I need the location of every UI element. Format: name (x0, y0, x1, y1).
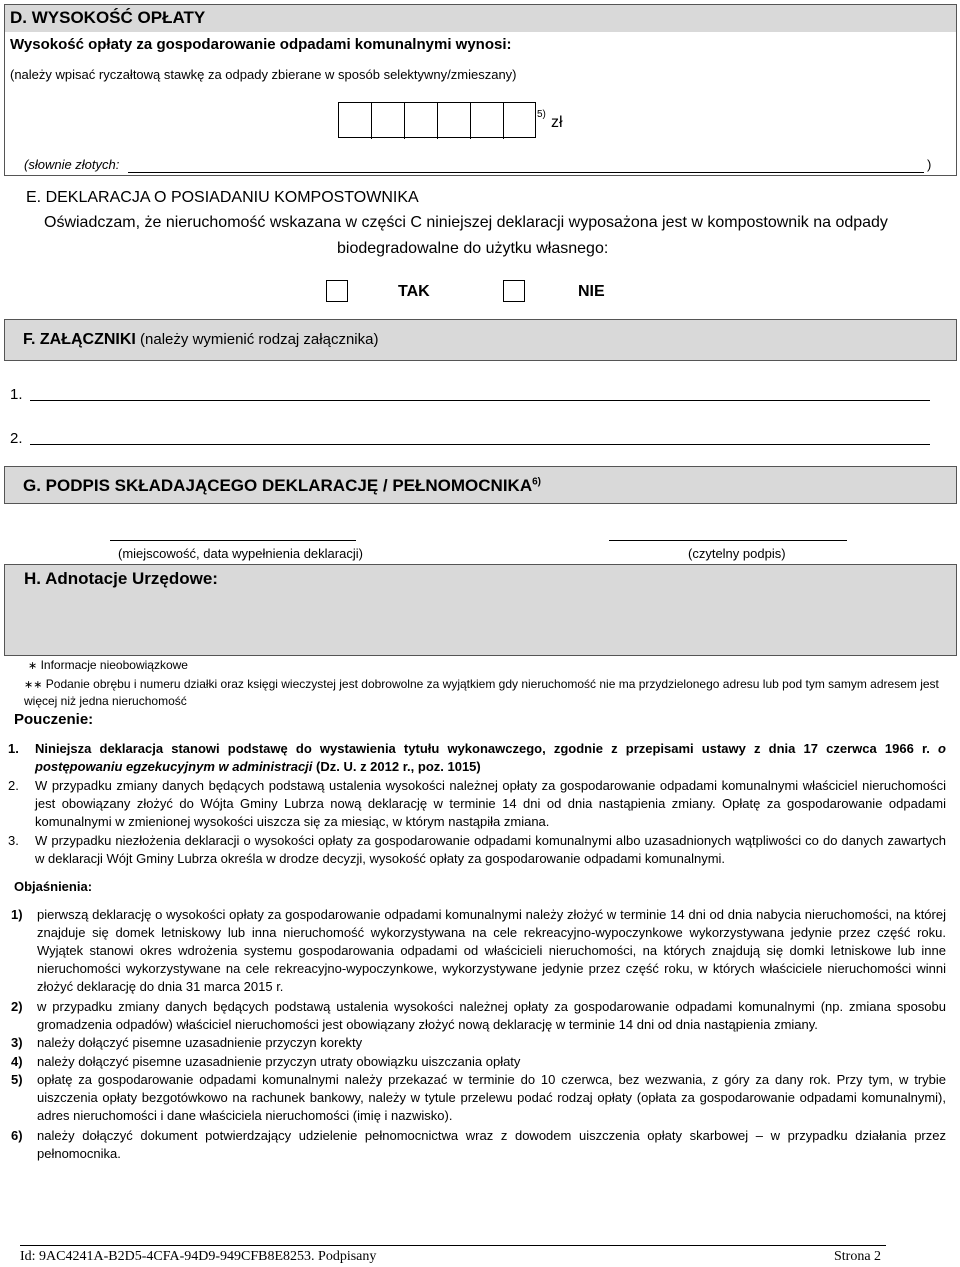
compost-no-label: NIE (578, 283, 605, 300)
compost-yes-checkbox[interactable] (326, 280, 348, 302)
objasnienie-item-5-text: opłatę za gospodarowanie odpadami komunalnymi należy przekazać w terminie do 10 czerwca, bez wezwania, z góry za dany rok. Przy tym, w trybie uiszczenia opłaty bezgotówkowo na rachunek bankowy, należy w tytule przelewu podać rodzaj opłaty (opłata za gospodarowanie odpadami komunalnymi), adres nieruchomości i dane właściciela nieruchomości (imię i nazwisko). (37, 1072, 946, 1123)
signature-label: (czytelny podpis) (688, 546, 786, 561)
fee-digit-box[interactable] (339, 103, 372, 139)
double-asterisk-icon: ∗∗ (24, 678, 43, 691)
footer-page-number: Strona 2 (834, 1249, 882, 1264)
objasnienie-item-4-num: 4) (11, 1054, 23, 1069)
objasnienie-item-3-text: należy dołączyć pisemne uzasadnienie przyczyn korekty (37, 1035, 363, 1050)
fee-amount-boxes[interactable] (338, 102, 536, 138)
pouczenie-title: Pouczenie: (14, 711, 94, 728)
footer-rule (20, 1245, 886, 1246)
fee-digit-box[interactable] (438, 103, 471, 139)
fee-title: Wysokość opłaty za gospodarowanie odpadami komunalnymi wynosi: (10, 36, 512, 53)
objasnienia-title: Objaśnienia: (14, 879, 93, 894)
objasnienie-item-4-text: należy dołączyć pisemne uzasadnienie przyczyn utraty obowiązku uiszczania opłaty (37, 1054, 521, 1069)
objasnienie-item-6 (11, 1127, 946, 1163)
currency-label: zł (551, 114, 563, 131)
objasnienie-item-3 (11, 1034, 946, 1052)
attachment-1-field[interactable] (30, 400, 930, 401)
footer-document-id: Id: 9AC4241A-B2D5-4CFA-94D9-949CFB8E8253. Podpisany (20, 1249, 377, 1264)
objasnienie-item-6-text: należy dołączyć dokument potwierdzający udzielenie pełnomocnictwa wraz z dowodem uiszczenia opłaty skarbowej – w przypadku działania przez pełnomocnika. (37, 1128, 946, 1161)
signature-field[interactable] (609, 540, 847, 541)
section-d-title: D. WYSOKOŚĆ OPŁATY (10, 8, 206, 27)
objasnienie-item-6-num: 6) (11, 1128, 23, 1143)
attachment-2-field[interactable] (30, 444, 930, 445)
amount-in-words-label: (słownie złotych: (24, 157, 120, 172)
section-f-title (23, 331, 378, 349)
note-optional (28, 658, 188, 672)
objasnienie-item-1-num: 1) (11, 907, 23, 922)
compost-statement-line2: biodegradowalne do użytku własnego: (337, 240, 609, 257)
pouczenie-item-3-text: W przypadku niezłożenia deklaracji o wysokości opłaty za gospodarowanie odpadami komunalnymi albo uzasadnionych wątpliwości co do danych zawartych w deklaracji Wójt Gminy Lubrza określa w drodze decyzji, wysokość opłaty za gospodarowanie odpadami komunalnymi. (35, 833, 946, 866)
compost-no-checkbox[interactable] (503, 280, 525, 302)
section-f-title-bold: F. ZAŁĄCZNIKI (23, 331, 136, 348)
pouczenie-item-1-text-a: Niniejsza deklaracja stanowi podstawę do wystawienia tytułu wykonawczego, zgodnie z przepisami ustawy z dnia 17 czerwca 1966 r. (35, 741, 939, 756)
attachment-2-label: 2. (10, 430, 23, 447)
pouczenie-item-2 (8, 777, 946, 831)
amount-in-words-field[interactable] (128, 172, 924, 173)
note-optional-text: Informacje nieobowiązkowe (40, 658, 188, 672)
objasnienie-item-3-num: 3) (11, 1035, 23, 1050)
compost-yes-label: TAK (398, 283, 430, 300)
objasnienie-item-2 (11, 998, 946, 1034)
amount-in-words-close: ) (927, 157, 932, 172)
objasnienie-item-5-num: 5) (11, 1072, 23, 1087)
objasnienie-item-2-text: w przypadku zmiany danych będących podstawą ustalenia wysokości należnej opłaty za gospodarowanie odpadami komunalnymi (np. zmiana sposobu gromadzenia odpadów) właściciel nieruchomości jest obowiązany złożyć nową deklarację w terminie 14 dni od dnia nastąpienia zmiany. (37, 999, 946, 1032)
place-date-field[interactable] (110, 540, 356, 541)
objasnienie-item-1 (11, 906, 946, 996)
pouczenie-item-3-num: 3. (8, 833, 19, 848)
asterisk-icon: ∗ (28, 659, 38, 672)
objasnienie-item-1-text: pierwszą deklarację o wysokości opłaty za gospodarowanie odpadami komunalnymi należy złożyć w terminie 14 dni od dnia nabycia nieruchomości, na której znajduje się domek letniskowy lub inna nieruchomość wykorzystywana na cele rekreacyjno-wypoczynkowe wykorzystywana jedynie przez część roku. Wyjątek stanowi okres wdrożenia systemu gospodarowania odpadami od właścicieli nieruchomości, na których znajdują się domki letniskowe lub inne nieruchomości wykorzystywane na cele rekreacyjno-wypoczynkowe, wykorzystywane jedynie przez część roku, w których właściciele nieruchomości winni złożyć deklarację do dnia 31 marca 2015 r. (37, 907, 946, 994)
objasnienie-item-4 (11, 1053, 946, 1071)
place-date-label: (miejscowość, data wypełnienia deklaracji) (118, 546, 363, 561)
objasnienie-item-2-num: 2) (11, 999, 23, 1014)
section-h-title: H. Adnotacje Urzędowe: (24, 569, 218, 588)
section-d (4, 4, 957, 176)
note-plot-data-text: Podanie obrębu i numeru działki oraz księgi wieczystej jest dobrowolne za wyjątkiem gdy nieruchomość nie ma przydzielonego adresu lub pod tym samym adresem jest więcej niż jedna nieruchomość (24, 677, 939, 708)
pouczenie-item-2-text: W przypadku zmiany danych będących podstawą ustalenia wysokości należnej opłaty za gospodarowanie odpadami komunalnymi właściciel nieruchomości jest obowiązany złożyć do Wójta Gminy Lubrza nową deklarację w terminie 14 dni od dnia nastąpienia zmiany. Opłatę za gospodarowanie odpadami komunalnymi w zmienionej wysokości uiszcza się za miesiąc, w którym nastąpiła zmiana. (35, 778, 946, 829)
fee-note: (należy wpisać ryczałtową stawkę za odpady zbierane w sposób selektywny/zmieszany) (10, 67, 517, 82)
pouczenie-item-1 (8, 740, 946, 776)
pouczenie-item-1-text-italic: o postępowaniu egzekucyjnym w administracji (35, 741, 946, 774)
section-g-title-text: G. PODPIS SKŁADAJĄCEGO DEKLARACJĘ / PEŁNOMOCNIKA (23, 476, 533, 495)
section-f-title-note: (należy wymienić rodzaj załącznika) (135, 331, 379, 348)
compost-statement-line1: Oświadczam, że nieruchomość wskazana w części C niniejszej deklaracji wyposażona jest w kompostownik na odpady (44, 214, 888, 231)
fee-footnote-ref: 5) (537, 109, 546, 120)
section-g-footnote-ref: 6) (532, 476, 542, 488)
pouczenie-item-1-num: 1. (8, 741, 19, 756)
attachment-1-label: 1. (10, 386, 23, 403)
objasnienie-item-5 (11, 1071, 946, 1125)
fee-digit-box[interactable] (471, 103, 504, 139)
section-g-title (23, 476, 541, 496)
pouczenie-item-3 (8, 832, 946, 868)
section-e-title: E. DEKLARACJA O POSIADANIU KOMPOSTOWNIKA (26, 189, 419, 206)
fee-digit-box[interactable] (372, 103, 405, 139)
pouczenie-item-1-text-b: (Dz. U. z 2012 r., poz. 1015) (312, 759, 481, 774)
note-plot-data (24, 676, 949, 710)
fee-digit-box[interactable] (405, 103, 438, 139)
pouczenie-item-2-num: 2. (8, 778, 19, 793)
